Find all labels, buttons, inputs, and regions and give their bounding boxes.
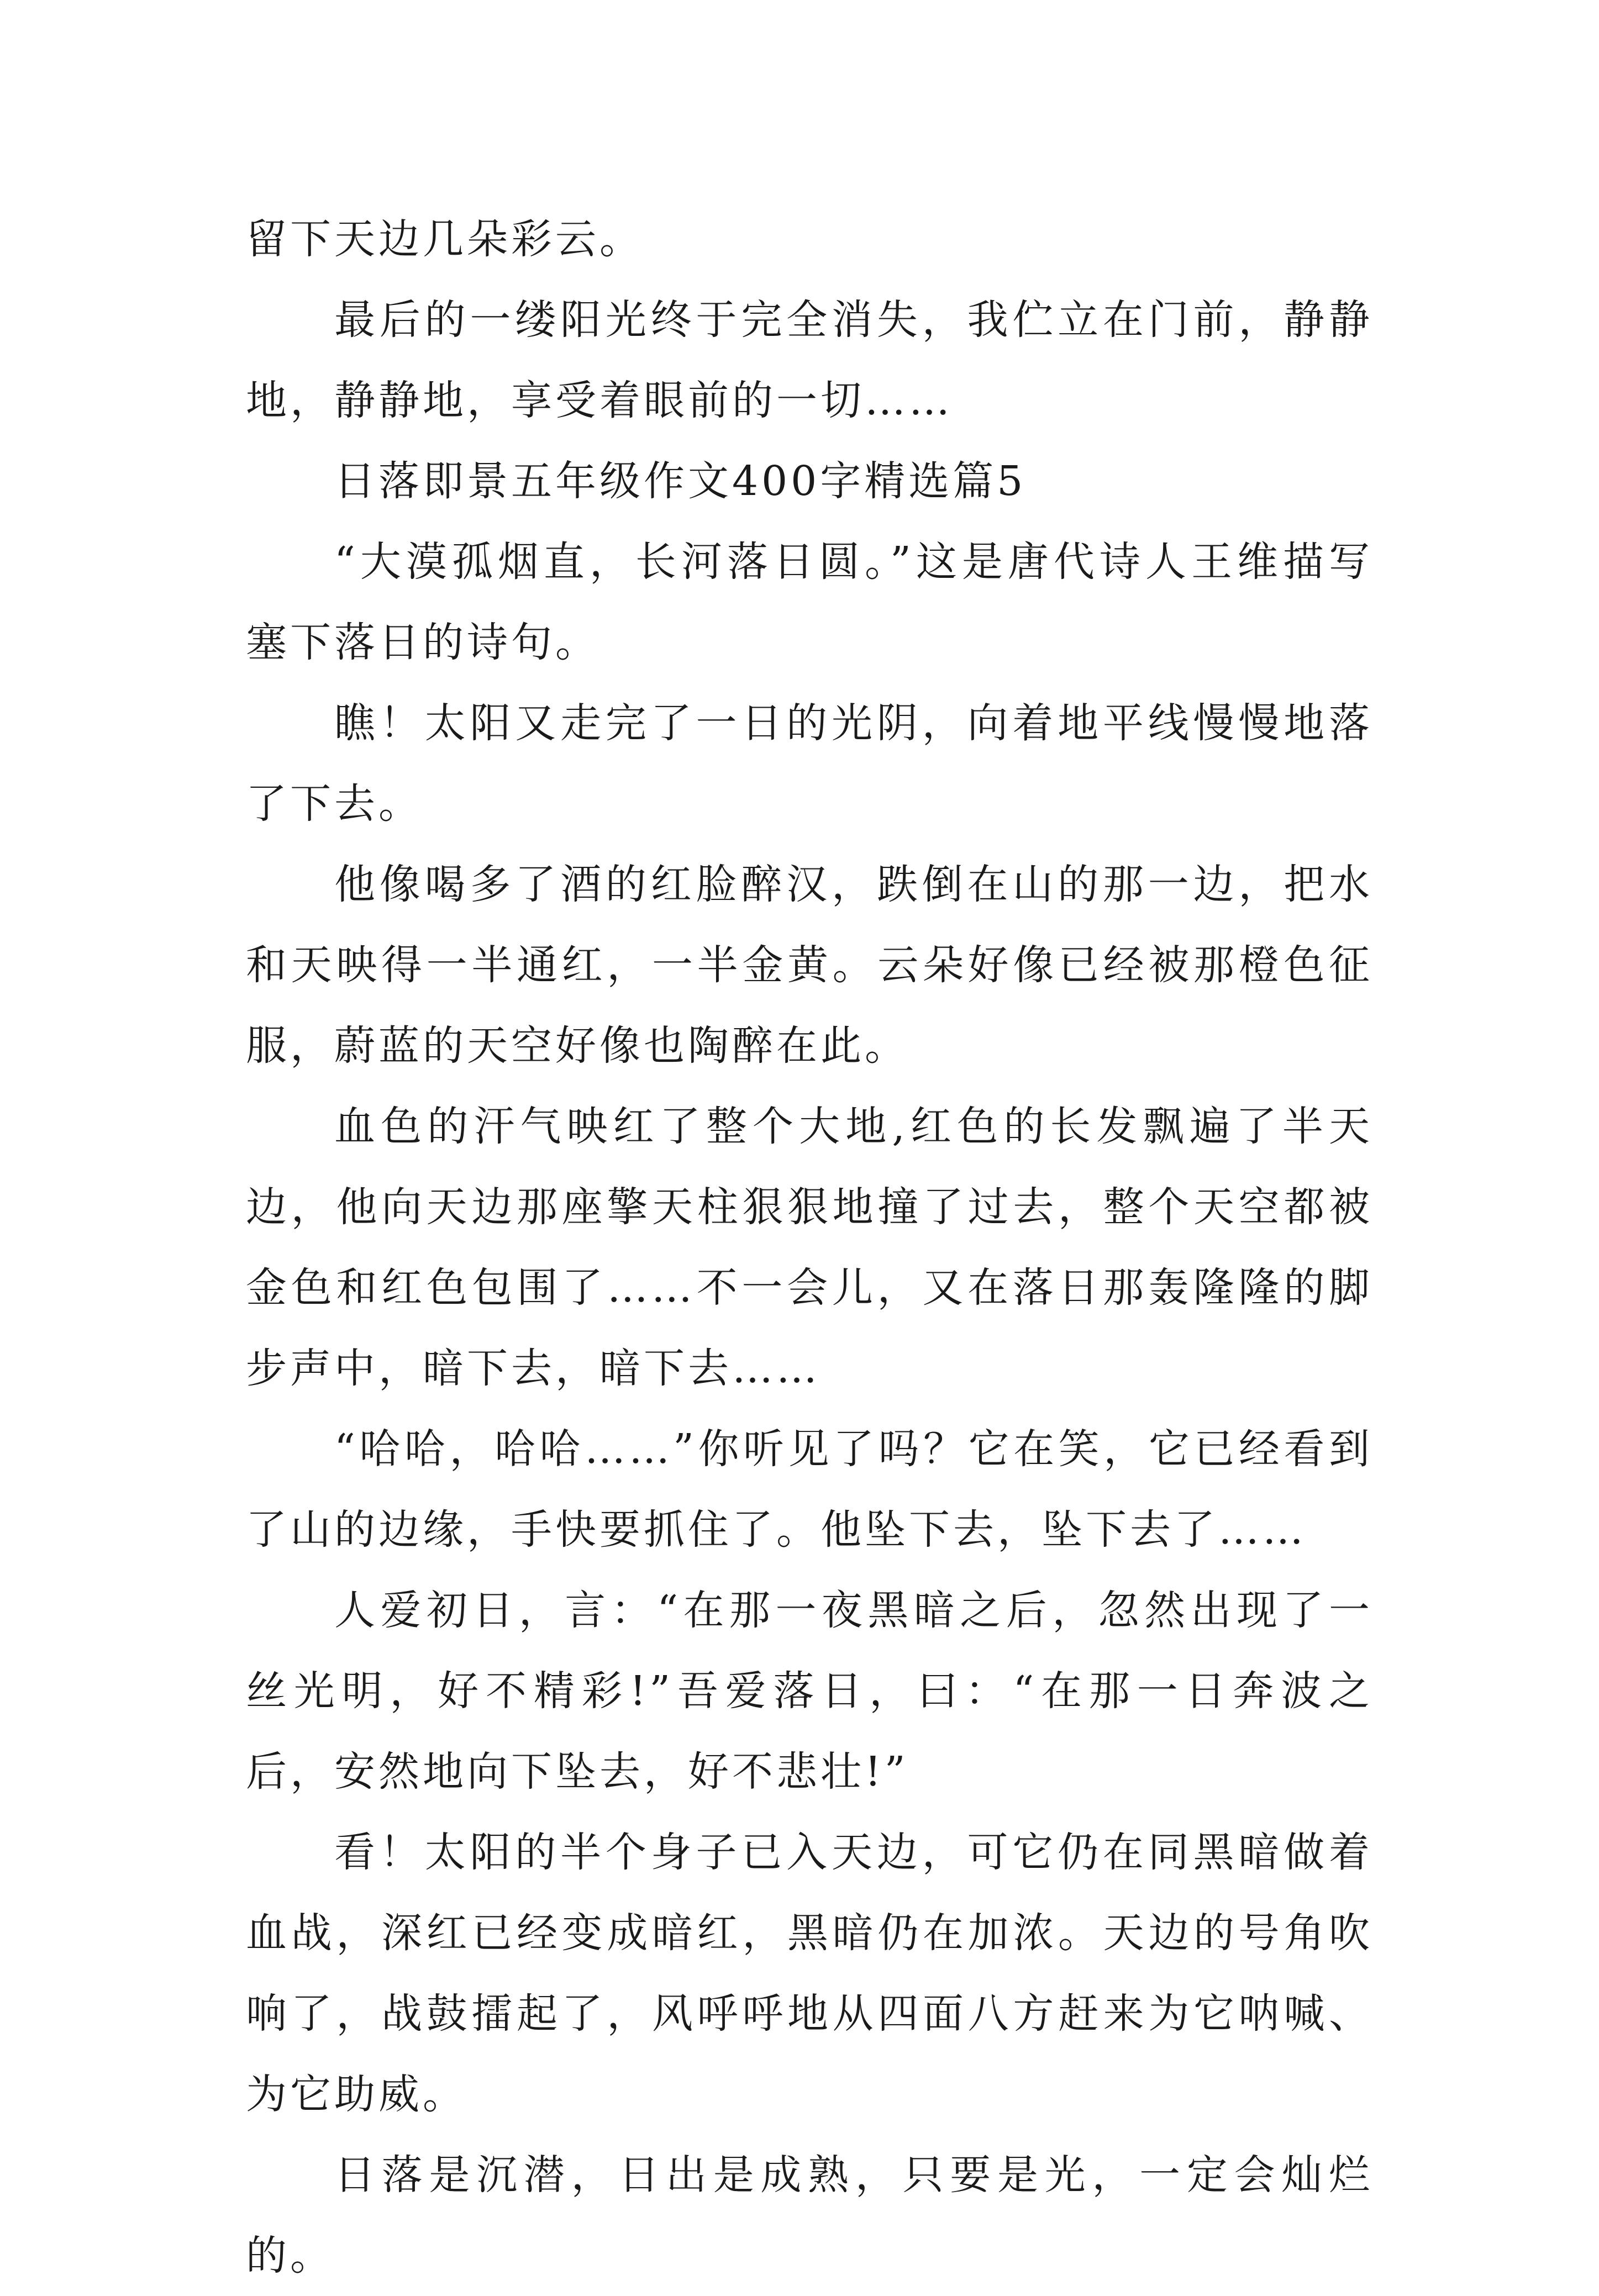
paragraph: 血色的汗气映红了整个大地,红色的长发飘遍了半天边，他向天边那座擎天柱狠狠地撞了过去，整个天空都被金色和红色包围了……不一会儿，又在落日那轰隆隆的脚步声中，暗下去，暗下去…… <box>246 1103 1373 1392</box>
document-body <box>246 199 1373 2296</box>
paragraph: “哈哈，哈哈……”你听见了吗？它在笑，它已经看到了山的边缘，手快要抓住了。他坠下去，坠下去了…… <box>246 1425 1373 1554</box>
paragraph: 人爱初日，言：“在那一夜黑暗之后，忽然出现了一丝光明，好不精彩!”吾爱落日，曰：“在那一日奔波之后，安然地向下坠去，好不悲壮!” <box>246 1587 1373 1795</box>
paragraph-continuation: 留下天边几朵彩云。 <box>246 215 644 263</box>
paragraph: 最后的一缕阳光终于完全消失，我伫立在门前，静静地，静静地，享受着眼前的一切…… <box>246 296 1373 424</box>
paragraph: 瞧！太阳又走完了一日的光阴，向着地平线慢慢地落了下去。 <box>246 699 1373 828</box>
paragraph: 他像喝多了酒的红脸醉汉，跌倒在山的那一边，把水和天映得一半通红，一半金黄。云朵好像已经被那橙色征服，蔚蓝的天空好像也陶醉在此。 <box>246 861 1373 1070</box>
section-heading: 日落即景五年级作文400字精选篇5 <box>334 457 1027 505</box>
paragraph: 日落是沉潜，日出是成熟，只要是光，一定会灿烂的。 <box>246 2151 1373 2279</box>
paragraph: “大漠孤烟直，长河落日圆。”这是唐代诗人王维描写塞下落日的诗句。 <box>246 538 1373 666</box>
paragraph: 看！太阳的半个身子已入天边，可它仍在同黑暗做着血战，深红已经变成暗红，黑暗仍在加浓。天边的号角吹响了，战鼓擂起了，风呼呼地从四面八方赶来为它呐喊、为它助威。 <box>246 1829 1373 2118</box>
